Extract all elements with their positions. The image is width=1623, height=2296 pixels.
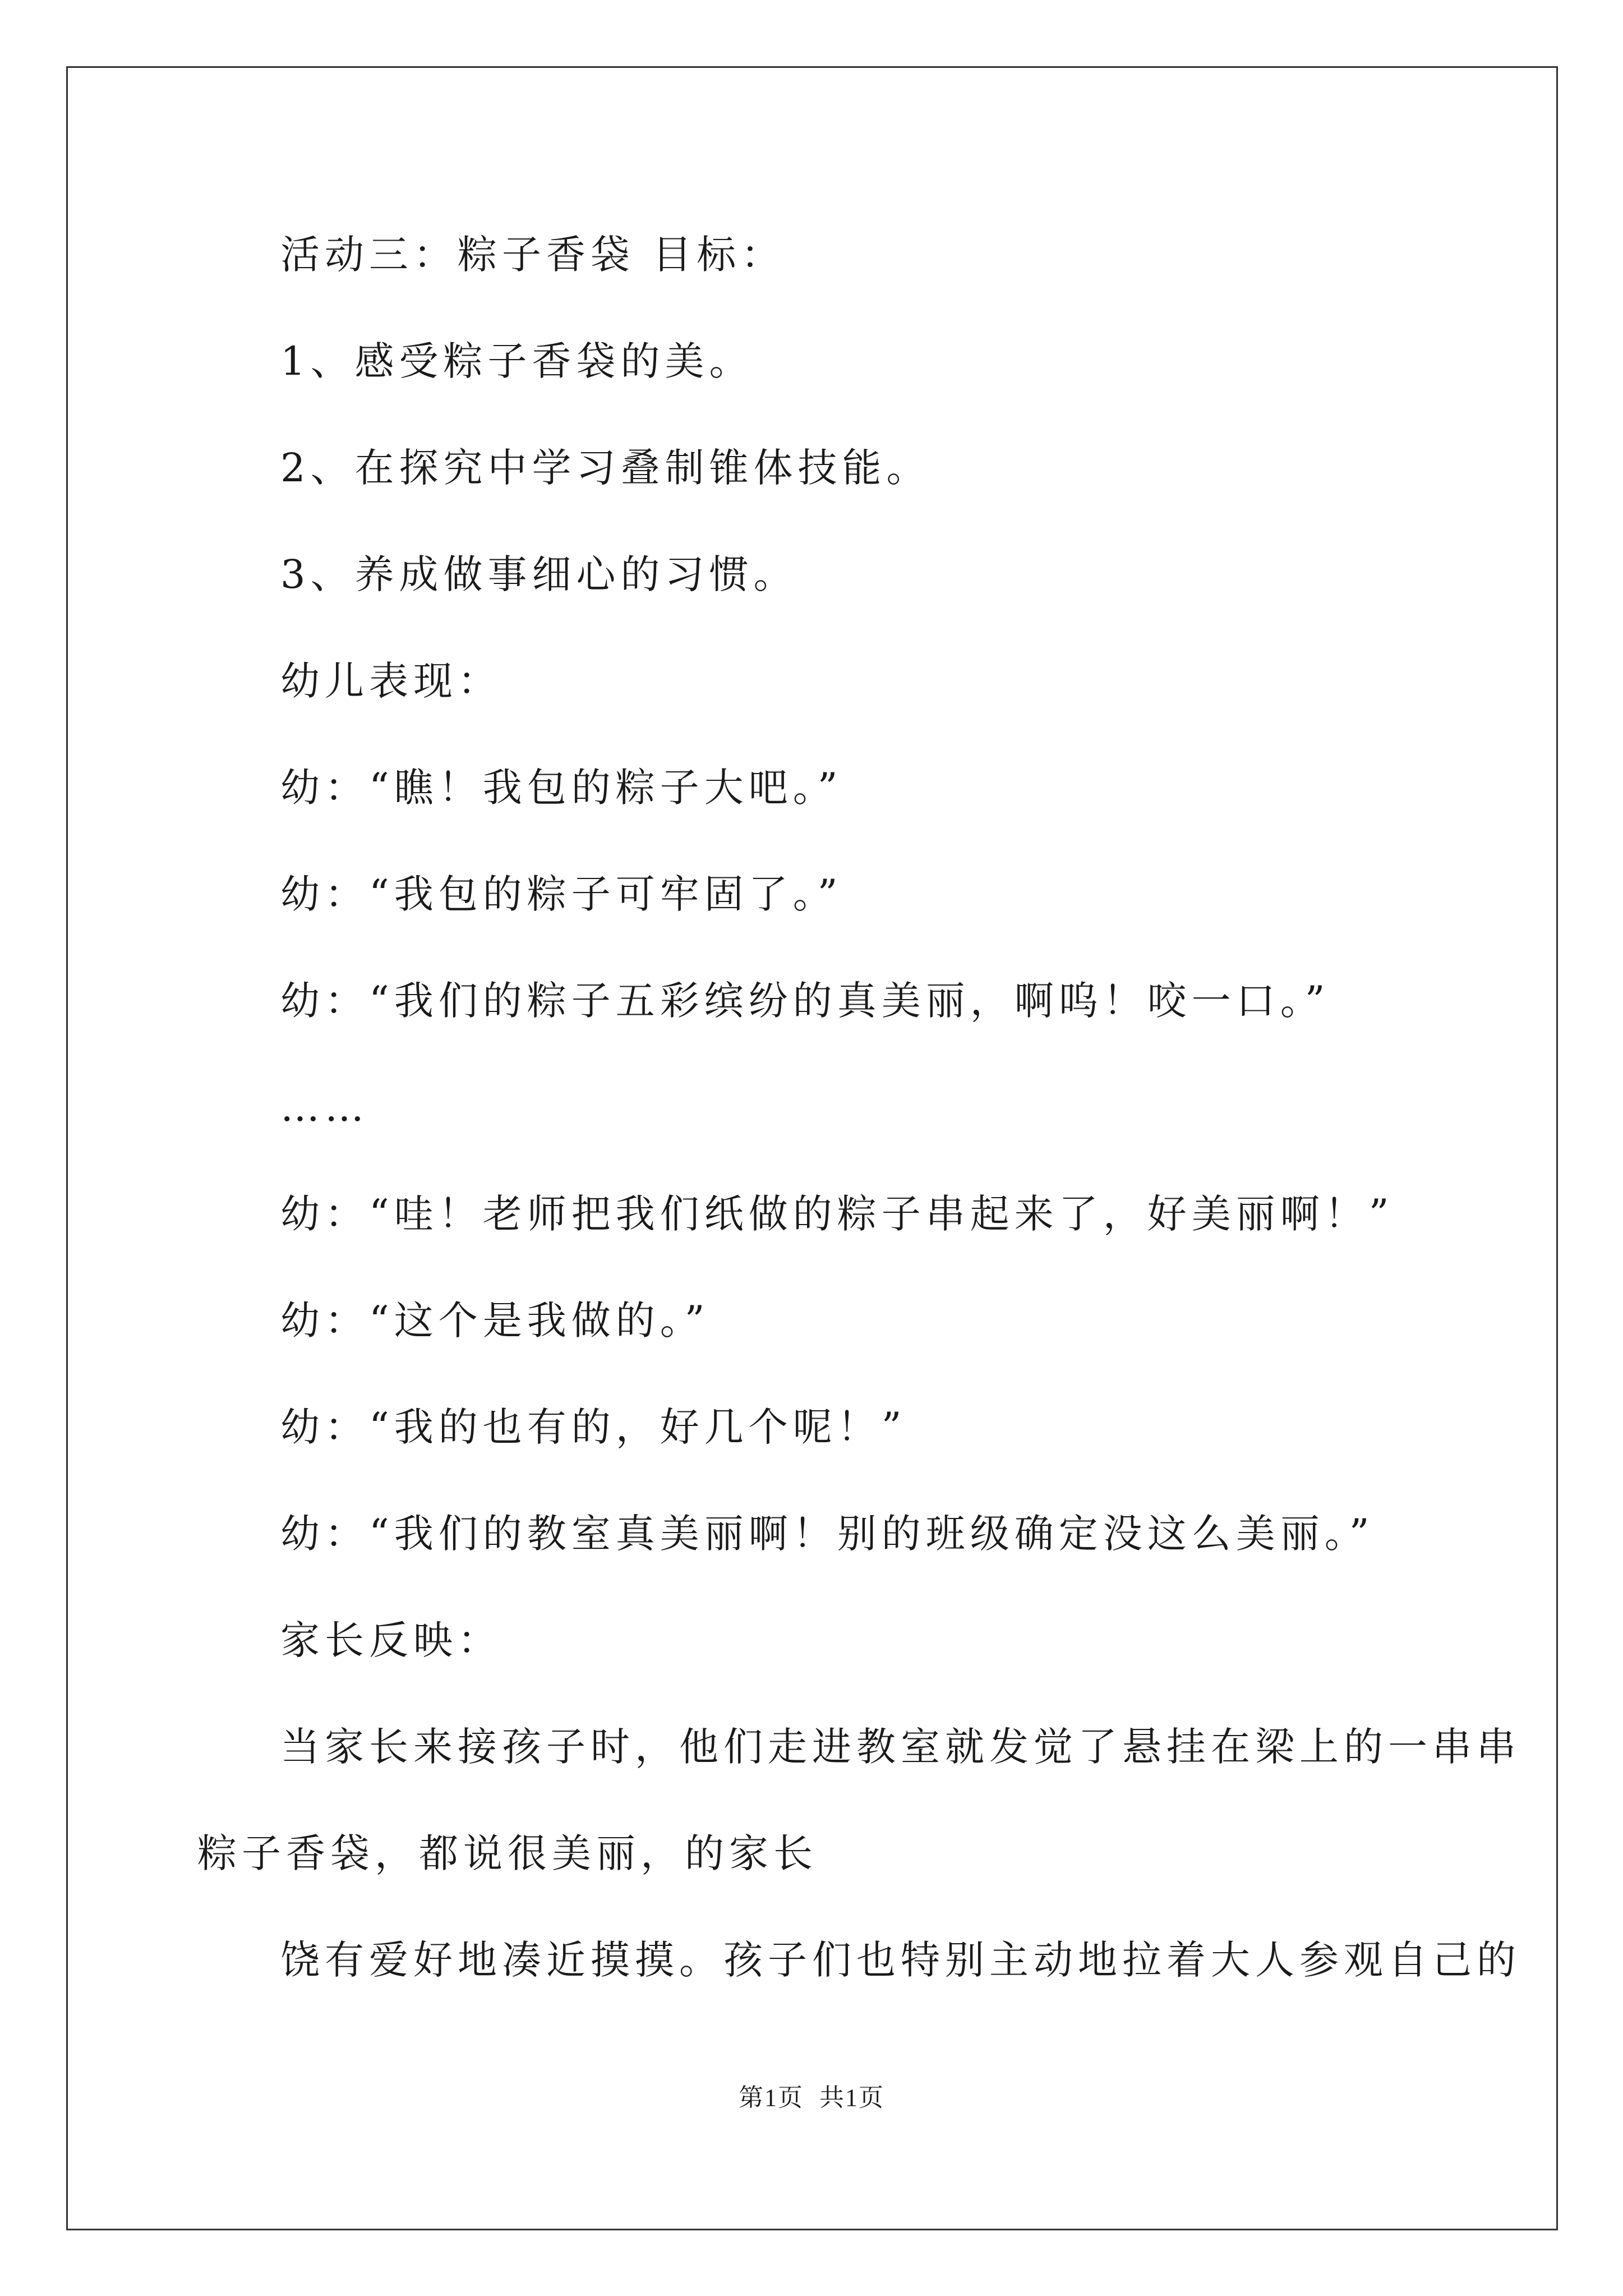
parents-paragraph-line-3: 饶有爱好地凑近摸摸。孩子们也特别主动地拉着大人参观自己的 <box>280 1937 1521 1983</box>
parents-paragraph-line-1: 当家长来接孩子时，他们走进教室就发觉了悬挂在梁上的一串串 <box>280 1724 1521 1770</box>
child-quote: 幼：“哇！老师把我们纸做的粽子串起来了，好美丽啊！” <box>280 1191 1394 1237</box>
child-quote: 幼：“我们的粽子五彩缤纷的真美丽，啊呜！咬一口。” <box>280 978 1330 1024</box>
parents-paragraph-line-2: 粽子香袋，都说很美丽，的家长 <box>197 1830 818 1876</box>
child-quote: 幼：“这个是我做的。” <box>280 1297 710 1343</box>
page-footer <box>0 2081 1623 2115</box>
page-number-current: 第1页 <box>739 2084 804 2111</box>
goal-item-2: 2、在探究中学习叠制锥体技能。 <box>280 445 931 491</box>
heading-activity-three: 活动三：粽子香袋 目标： <box>280 232 786 278</box>
goal-item-3: 3、养成做事细心的习惯。 <box>280 551 798 597</box>
child-quote: 幼：“瞧！我包的粽子大吧。” <box>280 765 843 811</box>
child-quote: 幼：“我们的教室真美丽啊！别的班级确定没这么美丽。” <box>280 1511 1375 1557</box>
page-number-total: 共1页 <box>819 2084 884 2111</box>
ellipsis-line: …… <box>280 1084 369 1130</box>
section-heading-parents: 家长反映： <box>280 1617 502 1663</box>
child-quote: 幼：“我包的粽子可牢固了。” <box>280 871 843 917</box>
section-heading-children: 幼儿表现： <box>280 658 502 704</box>
goal-item-1: 1、感受粽子香袋的美。 <box>280 338 754 384</box>
child-quote: 幼：“我的也有的，好几个呢！” <box>280 1404 907 1450</box>
